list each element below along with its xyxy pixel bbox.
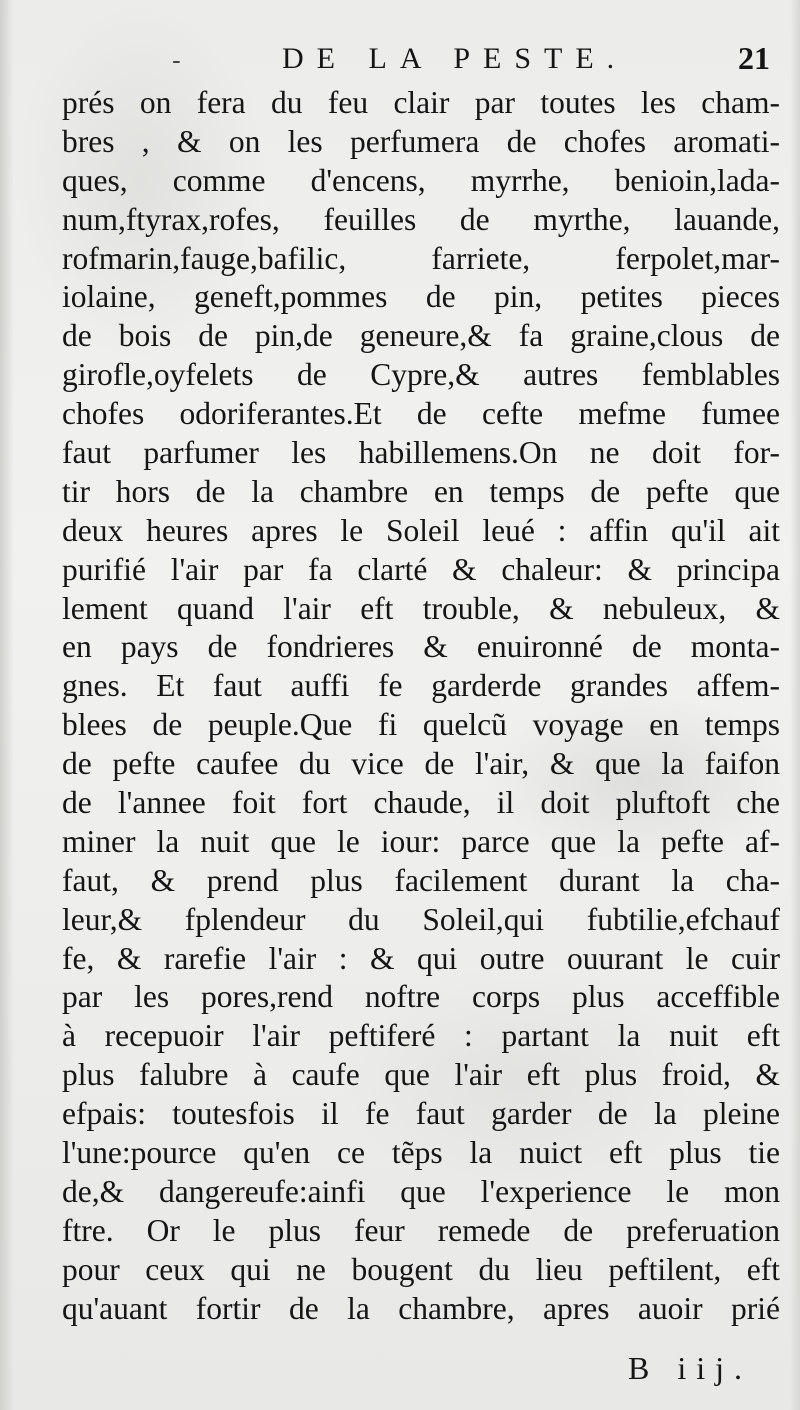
text-line: prés on fera du feu clair par toutes les cham- [62, 85, 780, 120]
text-line: num,ftyrax,rofes, feuilles de myrthe, lauande, [62, 201, 780, 237]
text-line: leur,& fplendeur du Soleil,qui fubtilie,efchauf [62, 901, 780, 937]
text-line: rofmarin,fauge,bafilic, farriete, ferpolet,mar- [62, 240, 780, 276]
text-line: pour ceux qui ne bougent du lieu peftilent, eft [62, 1251, 780, 1287]
text-line: ques, comme d'encens, myrrhe, benioin,lada- [62, 162, 780, 198]
text-line: l'une:pource qu'en ce tẽps la nuict eft plus tie [62, 1135, 780, 1171]
text-line: purifié l'air par fa clarté & chaleur: & principa [62, 551, 780, 587]
page-number: 21 [738, 40, 770, 76]
header-dash: - [172, 46, 181, 76]
text-line: gnes. Et faut auffi fe garderde grandes affem- [62, 668, 780, 704]
text-line: en pays de fondrieres & enuironné de monta- [62, 629, 780, 665]
text-line: par les pores,rend noftre corps plus acceffible [62, 979, 780, 1015]
text-line: faut, & prend plus facilement durant la cha- [62, 862, 780, 898]
text-line: tir hors de la chambre en temps de pefte que [62, 473, 780, 509]
text-line: fe, & rarefie l'air : & qui outre ouurant le cuir [62, 940, 780, 976]
text-line: à recepuoir l'air peftiferé : partant la nuit eft [62, 1018, 780, 1054]
text-line: de pefte caufee du vice de l'air, & que la faifon [62, 746, 780, 782]
text-line: deux heures apres le Soleil leué : affin qu'il ait [62, 512, 780, 548]
text-line: chofes odoriferantes.Et de cefte mefme fumee [62, 396, 780, 432]
page-edge-left [0, 0, 14, 1410]
text-line: faut parfumer les habillemens.On ne doit for- [62, 435, 780, 471]
text-line: bres , & on les perfumera de chofes aromati- [62, 123, 780, 159]
text-line: girofle,oyfelets de Cypre,& autres femblables [62, 357, 780, 393]
text-line: efpais: toutesfois il fe faut garder de la pleine [62, 1096, 780, 1132]
running-title: DE LA PESTE. [282, 42, 628, 75]
page-edge-right [790, 0, 800, 1410]
text-line: blees de peuple.Que fi quelcũ voyage en temps [62, 707, 780, 743]
signature-mark: B iij. [628, 1350, 753, 1386]
text-line: de,& dangereufe:ainfi que l'experience le mon [62, 1173, 780, 1209]
text-line: de l'annee foit fort chaude, il doit pluftoft che [62, 785, 780, 821]
body-text [62, 84, 780, 1329]
text-line: de bois de pin,de geneure,& fa graine,clous de [62, 318, 780, 354]
text-line: qu'auant fortir de la chambre, apres auoir prié [62, 1290, 780, 1326]
text-line: lement quand l'air eft trouble, & nebuleux, & [62, 590, 780, 626]
text-line: ftre. Or le plus feur remede de preferuation [62, 1212, 780, 1248]
text-line: plus falubre à caufe que l'air eft plus froid, & [62, 1057, 780, 1093]
running-header [60, 38, 770, 82]
text-line: miner la nuit que le iour: parce que la pefte af- [62, 823, 780, 859]
text-line: iolaine, geneft,pommes de pin, petites pieces [62, 279, 780, 315]
